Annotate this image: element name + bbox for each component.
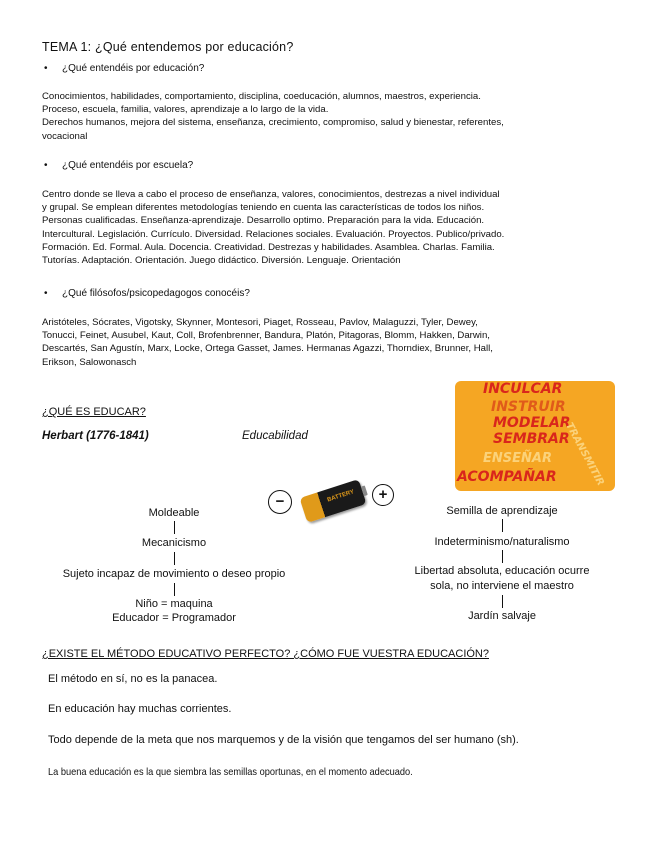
answer-line: Tonucci, Feinet, Ausubel, Kaut, Coll, Brofenbrenner, Bandura, Platón, Pitagoras, Blomm, Hakken, Darwin, [42, 330, 490, 342]
question-text: ¿Qué entendéis por escuela? [62, 160, 194, 171]
left-chain-item: Moldeable [148, 507, 200, 519]
banner-word: INSTRUIR [491, 399, 566, 415]
connector-line [502, 550, 503, 563]
right-chain-item: Libertad absoluta, educación ocurre [414, 565, 590, 577]
answer-line: Centro donde se lleva a cabo el proceso de enseñanza, valores, conocimientos, destrezas a nivel individual [42, 189, 500, 200]
question-philosophers [44, 288, 250, 299]
left-chain-item: Mecanicismo [141, 537, 207, 549]
plus-icon: + [372, 484, 394, 506]
banner-word: ACOMPAÑAR [457, 469, 557, 485]
right-chain-item: Jardín salvaje [468, 610, 536, 622]
right-chain-item: Semilla de aprendizaje [446, 505, 558, 517]
battery-image [268, 478, 398, 538]
connector-line [174, 552, 175, 565]
answer-line: Derechos humanos, mejora del sistema, enseñanza, crecimiento, compromiso, salud y bienestar, referentes, [42, 117, 504, 129]
question-school [44, 160, 193, 171]
connector-line [502, 595, 503, 608]
section-heading-method: ¿EXISTE EL MÉTODO EDUCATIVO PERFECTO? ¿CÓMO FUE VUESTRA EDUCACIÓN? [42, 648, 489, 660]
battery-body [300, 479, 367, 523]
closing-line: La buena educación es la que siembra las semillas oportunas, en el momento adecuado. [48, 766, 413, 778]
battery-terminal [361, 485, 368, 496]
verbs-banner-image [455, 381, 615, 491]
banner-word: SEMBRAR [493, 431, 570, 447]
banner-word: MODELAR [493, 415, 571, 431]
bullet: • [44, 160, 48, 171]
connector-line [174, 583, 175, 596]
body-line: El método en sí, no es la panacea. [48, 673, 218, 685]
answer-line: y grupal. Se emplean diferentes metodologías teniendo en cuenta las características de todos los niños. [42, 202, 485, 214]
question-text: ¿Qué entendéis por educación? [62, 63, 205, 74]
answer-education [42, 90, 617, 143]
answer-line: Descartés, San Agustín, Marx, Locke, Ortega Gasset, James. Hermanas Agazzi, Thorndiex, Brunner, Hall, [42, 343, 493, 355]
question-text: ¿Qué filósofos/psicopedagogos conocéis? [62, 288, 250, 299]
answer-line: Tutorías. Adaptación. Orientación. Juego didáctico. Diversión. Lenguaje. Orientación [42, 255, 401, 267]
answer-line: Intercultural. Legislación. Currículo. Diversidad. Relaciones sociales. Evaluación. Proyectos. Publico/privado. [42, 228, 505, 240]
banner-word: ENSEÑAR [483, 451, 552, 466]
body-line: En educación hay muchas corrientes. [48, 703, 232, 715]
answer-line: Formación. Ed. Formal. Aula. Docencia. Creatividad. Destrezas y habilidades. Asamblea. Charlas. Familia. [42, 241, 495, 253]
section-heading-educar: ¿QUÉ ES EDUCAR? [42, 406, 146, 418]
bullet: • [44, 63, 48, 74]
battery-label: BATTERY [326, 489, 355, 504]
answer-line: Conocimientos, habilidades, comportamiento, disciplina, coeducación, alumnos, maestros, experiencia. [42, 91, 481, 102]
herbart-label: Herbart (1776-1841) [42, 430, 149, 442]
right-chain-item: Indeterminismo/naturalismo [434, 536, 570, 548]
connector-line [502, 519, 503, 532]
banner-word: TRANSMITIR [563, 421, 606, 488]
educabilidad-label: Educabilidad [242, 430, 308, 442]
connector-line [174, 521, 175, 534]
banner-word: INCULCAR [483, 381, 563, 397]
answer-line: Aristóteles, Sócrates, Vigotsky, Skynner, Montesori, Piaget, Rosseau, Pavlov, Malaguzzi, Tyler, Dewey, [42, 317, 478, 328]
answer-line: vocacional [42, 130, 88, 142]
bullet: • [44, 288, 48, 299]
right-chain-item: sola, no interviene el maestro [430, 580, 574, 592]
left-chain-item: Educador = Programador [112, 612, 236, 624]
question-education [44, 63, 204, 74]
answer-school [42, 188, 617, 267]
answer-philosophers [42, 316, 617, 369]
page-title: TEMA 1: ¿Qué entendemos por educación? [42, 40, 294, 54]
answer-line: Personas cualificadas. Enseñanza-aprendizaje. Desarrollo optimo. Preparación para la vida. Educación. [42, 215, 485, 227]
left-chain-item: Niño = maquina [135, 598, 213, 610]
answer-line: Erikson, Salowonasch [42, 356, 137, 368]
minus-icon: − [268, 490, 292, 514]
answer-line: Proceso, escuela, familia, valores, aprendizaje a lo largo de la vida. [42, 104, 329, 116]
body-line: Todo depende de la meta que nos marquemos y de la visión que tengamos del ser humano (sh). [48, 734, 519, 746]
left-chain-item: Sujeto incapaz de movimiento o deseo propio [62, 568, 286, 580]
